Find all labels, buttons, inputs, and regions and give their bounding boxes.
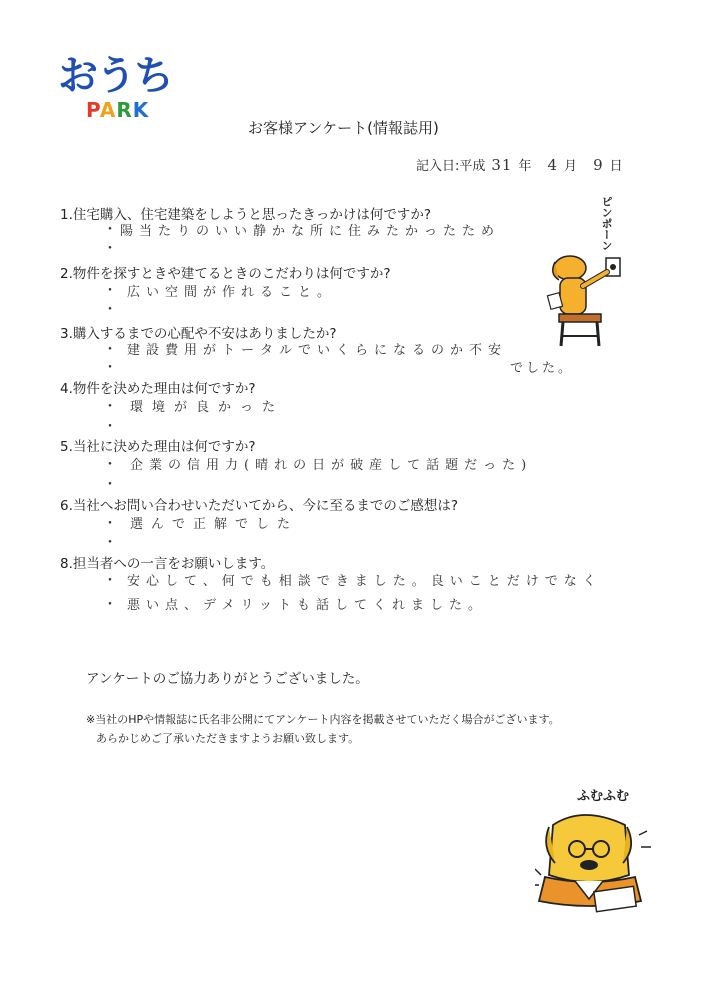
answer-3-line-2: でした。 [510, 361, 575, 376]
bullet: ・ [103, 516, 117, 532]
bullet: ・ [103, 535, 117, 551]
bullet: ・ [103, 457, 117, 473]
logo-letter: A [99, 98, 117, 122]
logo-letter: P [86, 98, 100, 122]
date-day: 9 [593, 156, 604, 174]
question-2: 2.物件を探すときや建てるときのこだわりは何ですか? [60, 266, 391, 282]
question-1: 1.住宅購入、住宅建築をしようと思ったきっかけは何ですか? [60, 207, 432, 223]
doorbell-sfx: ピンポーン [600, 196, 613, 251]
question-4: 4.物件を決めた理由は何ですか? [60, 381, 256, 397]
answer-3-line-1: 建設費用がトータルでいくらになるのか不安 [127, 343, 508, 358]
bullet: ・ [103, 342, 117, 358]
bullet: ・ [103, 399, 117, 415]
bullet: ・ [103, 597, 117, 613]
date-month-unit: 月 [564, 159, 578, 174]
dog-thinking-drawing [535, 785, 655, 915]
date-year-unit: 年 [518, 159, 532, 174]
date-month: 4 [547, 156, 559, 174]
answer-1-line-1: 陽当たりのいい静かな所に住みたかったため [120, 224, 501, 239]
answer-8-line-2: 悪い点、デメリットも話してくれました。 [127, 598, 487, 613]
logo-park [86, 98, 149, 122]
bullet: ・ [103, 477, 117, 493]
answer-2-line-1: 広い空間が作れること。 [127, 285, 337, 300]
answer-5-line-1: 企業の信用力(晴れの日が破産して話題だった) [130, 458, 533, 473]
date-day-unit: 日 [609, 159, 623, 174]
logo [58, 52, 198, 132]
date-year: 31 [491, 156, 513, 174]
question-5: 5.当社に決めた理由は何ですか? [60, 439, 256, 455]
logo-letter: K [132, 98, 150, 122]
page-title: お客様アンケート(情報誌用) [248, 119, 439, 137]
thanks-message: アンケートのご協力ありがとうございました。 [86, 671, 369, 687]
bullet: ・ [103, 573, 117, 589]
answer-8-line-1: 安心して、何でも相談できました。良いことだけでなく [127, 574, 602, 589]
bullet: ・ [103, 419, 117, 435]
disclaimer-line-1: ※当社のHPや情報誌に氏名非公開にてアンケート内容を掲載させていただく場合がございます。 [86, 713, 560, 726]
thinking-sfx: ふむふむ [577, 789, 630, 804]
bullet: ・ [103, 222, 117, 238]
bullet: ・ [103, 360, 117, 376]
logo-text: おうち [58, 53, 172, 99]
bullet: ・ [103, 283, 117, 299]
question-3: 3.購入するまでの心配や不安はありましたか? [60, 326, 337, 342]
question-6: 6.当社へお問い合わせいただいてから、今に至るまでのご感想は? [60, 498, 459, 514]
disclaimer-line-2: あらかじめご了承いただきますようお願い致します。 [96, 732, 360, 745]
dog-doorbell-illustration [545, 196, 625, 356]
bullet: ・ [103, 302, 117, 318]
bullet: ・ [103, 241, 117, 257]
answer-4-line-1: 環境が良かった [130, 400, 285, 415]
dog-thinking-illustration [535, 785, 655, 915]
date-row [416, 155, 623, 174]
dog-doorbell-drawing [545, 196, 625, 356]
date-label: 記入日:平成 [416, 159, 486, 174]
question-8: 8.担当者への一言をお願いします。 [60, 556, 275, 572]
answer-6-line-1: 選んで正解でした [130, 517, 299, 532]
logo-letter: R [116, 98, 133, 122]
disclaimer-note [86, 710, 560, 748]
